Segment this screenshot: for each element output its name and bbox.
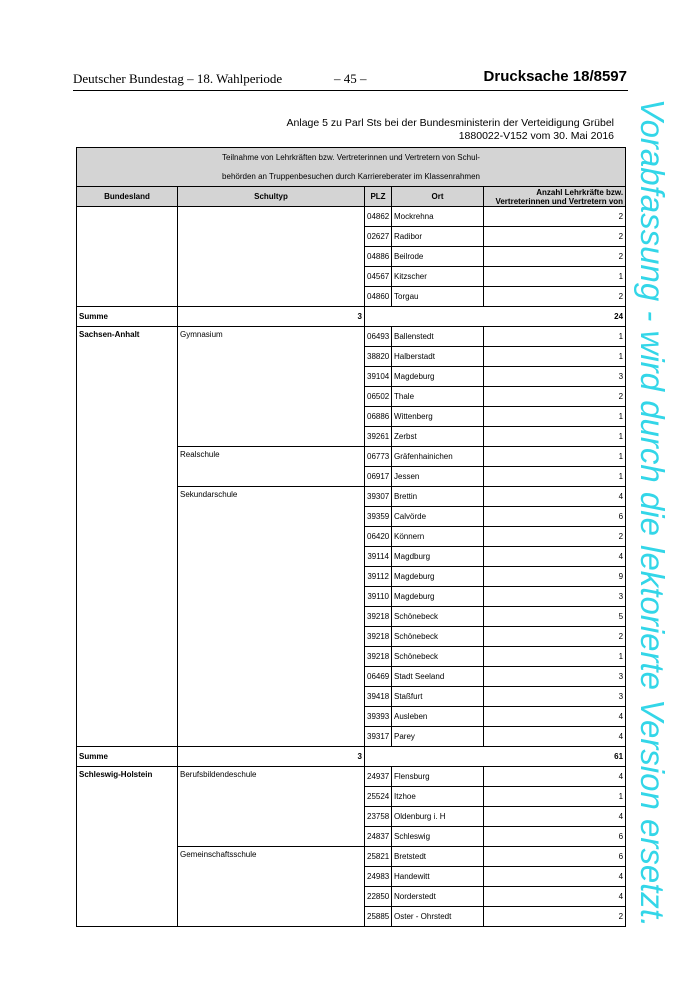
anzahl-cell: 3 [484, 367, 626, 387]
ort-cell: Flensburg [392, 767, 484, 787]
ort-cell: Magdeburg [392, 587, 484, 607]
anzahl-cell: 4 [484, 767, 626, 787]
ort-cell: Könnern [392, 527, 484, 547]
ort-cell: Magdeburg [392, 367, 484, 387]
plz-cell: 23758 [365, 807, 392, 827]
schultyp-cell-empty [178, 207, 365, 307]
ort-cell: Ballenstedt [392, 327, 484, 347]
plz-cell: 39418 [365, 687, 392, 707]
plz-cell: 06917 [365, 467, 392, 487]
anzahl-cell: 4 [484, 807, 626, 827]
anzahl-cell: 6 [484, 507, 626, 527]
ort-cell: Norderstedt [392, 887, 484, 907]
anzahl-cell: 4 [484, 487, 626, 507]
ort-cell: Parey [392, 727, 484, 747]
col-anzahl-line-1: Anzahl Lehrkräfte bzw. [536, 187, 624, 197]
data-table [76, 147, 626, 927]
plz-cell: 39261 [365, 427, 392, 447]
plz-cell: 24983 [365, 867, 392, 887]
bundesland-cell: Sachsen-Anhalt [77, 327, 178, 747]
ort-cell: Schleswig [392, 827, 484, 847]
ort-cell: Calvörde [392, 507, 484, 527]
anzahl-cell: 3 [484, 587, 626, 607]
plz-cell: 39393 [365, 707, 392, 727]
plz-cell: 04862 [365, 207, 392, 227]
col-ort: Ort [392, 187, 484, 207]
header-rule [73, 90, 628, 91]
anzahl-cell: 9 [484, 567, 626, 587]
plz-cell: 39104 [365, 367, 392, 387]
ort-cell: Magdeburg [392, 567, 484, 587]
ort-cell: Halberstadt [392, 347, 484, 367]
col-anzahl [484, 187, 626, 207]
anzahl-cell: 2 [484, 207, 626, 227]
header-drucksache [484, 68, 627, 85]
drucksache-number: 8597 [593, 68, 627, 85]
anzahl-cell: 2 [484, 907, 626, 927]
anzahl-cell: 1 [484, 427, 626, 447]
plz-cell: 06886 [365, 407, 392, 427]
plz-cell: 39110 [365, 587, 392, 607]
anzahl-cell: 6 [484, 847, 626, 867]
plz-cell: 25821 [365, 847, 392, 867]
plz-cell: 06469 [365, 667, 392, 687]
anzahl-cell: 6 [484, 827, 626, 847]
summe-label: Summe [77, 747, 178, 767]
anzahl-cell: 1 [484, 447, 626, 467]
summe-schools: 3 [178, 747, 365, 767]
ort-cell: Schönebeck [392, 627, 484, 647]
ort-cell: Itzhoe [392, 787, 484, 807]
anzahl-cell: 2 [484, 227, 626, 247]
anzahl-cell: 2 [484, 247, 626, 267]
anzahl-cell: 3 [484, 687, 626, 707]
bundesland-cell-empty [77, 207, 178, 307]
ort-cell: Schönebeck [392, 647, 484, 667]
plz-cell: 39317 [365, 727, 392, 747]
table-title [77, 148, 626, 187]
col-plz: PLZ [365, 187, 392, 207]
anzahl-cell: 4 [484, 727, 626, 747]
col-bundesland: Bundesland [77, 187, 178, 207]
annex-line-1: Anlage 5 zu Parl Sts bei der Bundesministerin der Verteidigung Grübel [286, 117, 614, 129]
ort-cell: Gräfenhainichen [392, 447, 484, 467]
ort-cell: Jessen [392, 467, 484, 487]
ort-cell: Oster - Ohrstedt [392, 907, 484, 927]
plz-cell: 39114 [365, 547, 392, 567]
plz-cell: 25524 [365, 787, 392, 807]
table-row [77, 207, 626, 227]
plz-cell: 02627 [365, 227, 392, 247]
ort-cell: Schönebeck [392, 607, 484, 627]
ort-cell: Thale [392, 387, 484, 407]
anzahl-cell: 1 [484, 647, 626, 667]
ort-cell: Brettin [392, 487, 484, 507]
anzahl-cell: 5 [484, 607, 626, 627]
ort-cell: Bretstedt [392, 847, 484, 867]
anzahl-cell: 1 [484, 267, 626, 287]
schultyp-cell: Realschule [178, 447, 365, 487]
schultyp-cell: Sekundarschule [178, 487, 365, 747]
plz-cell: 06502 [365, 387, 392, 407]
plz-cell: 24837 [365, 827, 392, 847]
header-left: Deutscher Bundestag – 18. Wahlperiode [73, 71, 283, 86]
bundesland-cell: Schleswig-Holstein [77, 767, 178, 927]
anzahl-cell: 1 [484, 467, 626, 487]
anzahl-cell: 3 [484, 667, 626, 687]
ort-cell: Oldenburg i. H [392, 807, 484, 827]
table-title-line-1: Teilnahme von Lehrkräften bzw. Vertreterinnen und Vertretern von Schul- [222, 153, 480, 162]
summe-total: 61 [365, 747, 626, 767]
plz-cell: 04860 [365, 287, 392, 307]
plz-cell: 38820 [365, 347, 392, 367]
schultyp-cell: Gemeinschaftsschule [178, 847, 365, 927]
anzahl-cell: 2 [484, 387, 626, 407]
summe-total: 24 [365, 307, 626, 327]
plz-cell: 39218 [365, 607, 392, 627]
anzahl-cell: 1 [484, 327, 626, 347]
table-title-row [77, 148, 626, 187]
plz-cell: 39307 [365, 487, 392, 507]
anzahl-cell: 4 [484, 887, 626, 907]
summe-row [77, 747, 626, 767]
table-row [77, 327, 626, 347]
plz-cell: 06773 [365, 447, 392, 467]
plz-cell: 39218 [365, 627, 392, 647]
drucksache-label: Drucksache 18/ [483, 68, 594, 85]
schultyp-cell: Gymnasium [178, 327, 365, 447]
ort-cell: Radibor [392, 227, 484, 247]
summe-schools: 3 [178, 307, 365, 327]
table-title-line-2: behörden an Truppenbesuchen durch Karriereberater im Klassenrahmen [222, 172, 480, 181]
column-header-row [77, 187, 626, 207]
ort-cell: Mockrehna [392, 207, 484, 227]
anzahl-cell: 2 [484, 627, 626, 647]
summe-label: Summe [77, 307, 178, 327]
ort-cell: Stadt Seeland [392, 667, 484, 687]
ort-cell: Zerbst [392, 427, 484, 447]
col-anzahl-line-2: Vertreterinnen und Vertretern von [495, 196, 624, 206]
plz-cell: 25885 [365, 907, 392, 927]
anzahl-cell: 4 [484, 707, 626, 727]
anzahl-cell: 2 [484, 287, 626, 307]
ort-cell: Handewitt [392, 867, 484, 887]
plz-cell: 22850 [365, 887, 392, 907]
ort-cell: Ausleben [392, 707, 484, 727]
anzahl-cell: 4 [484, 547, 626, 567]
ort-cell: Torgau [392, 287, 484, 307]
page-number: – 45 – [334, 71, 367, 86]
anzahl-cell: 1 [484, 347, 626, 367]
plz-cell: 24937 [365, 767, 392, 787]
ort-cell: Kitzscher [392, 267, 484, 287]
plz-cell: 39359 [365, 507, 392, 527]
ort-cell: Magdburg [392, 547, 484, 567]
anzahl-cell: 4 [484, 867, 626, 887]
anzahl-cell: 2 [484, 527, 626, 547]
plz-cell: 06420 [365, 527, 392, 547]
annex-line-2: 1880022-V152 vom 30. Mai 2016 [458, 130, 614, 142]
plz-cell: 39112 [365, 567, 392, 587]
plz-cell: 06493 [365, 327, 392, 347]
ort-cell: Beilrode [392, 247, 484, 267]
plz-cell: 39218 [365, 647, 392, 667]
ort-cell: Staßfurt [392, 687, 484, 707]
annex-note [287, 117, 614, 143]
watermark-text: Vorabfassung - wird durch die lektorierte Version ersetzt. [634, 98, 671, 928]
ort-cell: Wittenberg [392, 407, 484, 427]
summe-row [77, 307, 626, 327]
schultyp-cell: Berufsbildendeschule [178, 767, 365, 847]
plz-cell: 04886 [365, 247, 392, 267]
plz-cell: 04567 [365, 267, 392, 287]
anzahl-cell: 1 [484, 787, 626, 807]
col-schultyp: Schultyp [178, 187, 365, 207]
anzahl-cell: 1 [484, 407, 626, 427]
table-row [77, 767, 626, 787]
